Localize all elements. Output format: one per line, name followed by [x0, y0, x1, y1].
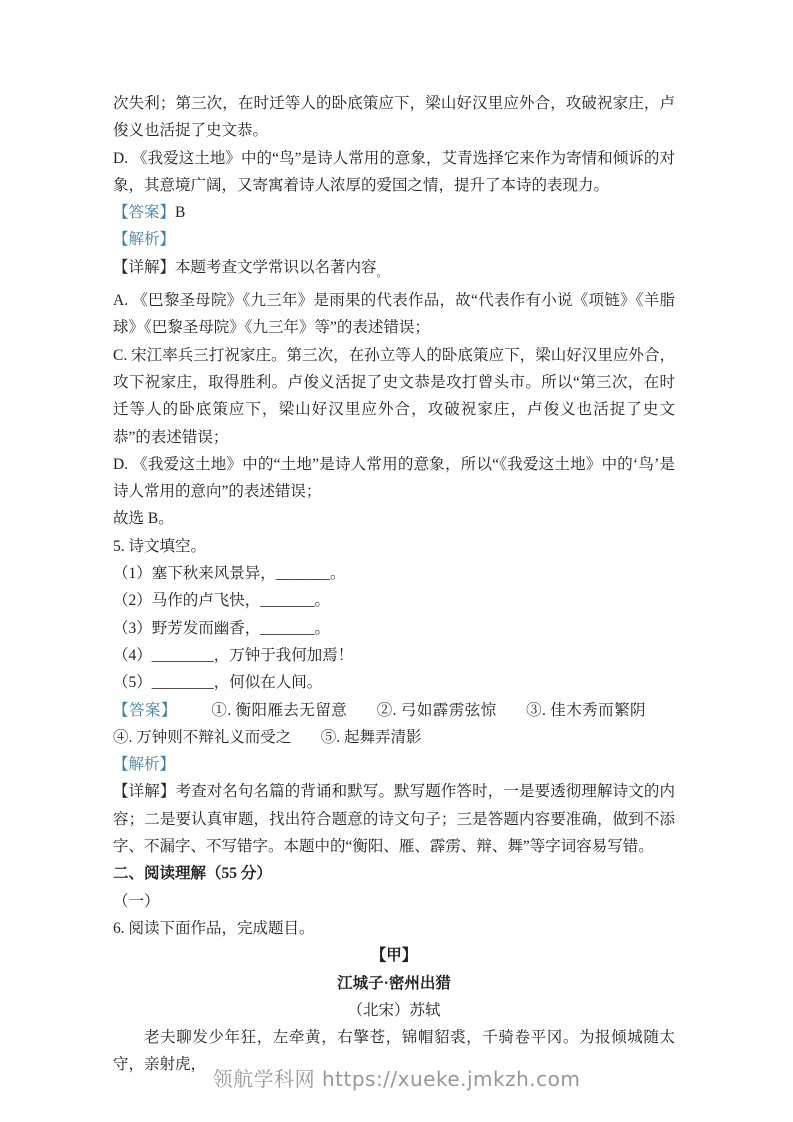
passage-jia-label: 【甲】 [370, 947, 418, 965]
detail-line-q4 [113, 254, 675, 287]
conclusion-q4: 故选 B。 [113, 510, 174, 528]
detail-marker: 【详解】 [113, 258, 176, 276]
analysis-marker: 【解析】 [113, 231, 176, 249]
answer-item-1: ①. 衡阳雁去无留意 [210, 701, 348, 719]
answer-item-3: ③. 佳木秀而繁阴 [526, 701, 646, 719]
answer-item-4: ④. 万钟则不辩礼义而受之 [113, 728, 292, 746]
answer-marker: 【答案】 [113, 701, 177, 719]
explanation-option-d: D. 《我爱这土地》中的“土地”是诗人常用的意象，所以“《我爱这土地》中的‘鸟’是诗人常用的意向”的表述错误； [113, 455, 675, 501]
analysis-marker-q5 [113, 751, 675, 778]
blank-line-1: （1）塞下秋来风景异，_______。 [113, 565, 346, 583]
answer-line-q4 [113, 199, 675, 226]
question-6-title: 6. 阅读下面作品，完成题目。 [113, 919, 315, 937]
blank-line-4: （4）________，万钟于我何加焉！ [113, 646, 354, 664]
explanation-option-c: C. 宋江率兵三打祝家庄。第三次，在孙立等人的卧底策应下，梁山好汉里应外合，攻下祝家庄，取得胜利。卢俊义活捉了史文恭是攻打曾头市。所以“第三次，在时迁等人的卧底策应下，梁山好汉里应外合，攻破祝家庄，卢俊义也活捉了史文恭”的表述错误； [113, 346, 675, 446]
blank-line-2: （2）马作的卢飞快，_______。 [113, 592, 331, 610]
part-1-label: （一） [113, 892, 160, 910]
section-2-heading: 二、阅读理解（55 分） [113, 865, 272, 883]
option-d-statement: D. 《我爱这土地》中的“鸟”是诗人常用的意象，艾青选择它来作为寄情和倾诉的对象，其意境广阔，又寄寓着诗人浓厚的爱国之情，提升了本诗的表现力。 [113, 149, 675, 194]
blank-line-3: （3）野芳发而幽香，_______。 [113, 619, 331, 637]
analysis-marker-q4 [113, 226, 675, 253]
explanation-option-a: A. 《巴黎圣母院》《九三年》是雨果的代表作品，故“代表作有小说《项链》《羊脂球》《巴黎圣母院》《九三年》等”的表述错误； [113, 292, 675, 337]
detail-line-q5 [113, 778, 675, 860]
continuation-paragraph: 次失利；第三次，在时迁等人的卧底策应下，梁山好汉里应外合，攻破祝家庄，卢俊义也活捉了史文恭。 [113, 95, 675, 140]
detail-text: 考查对名句名篇的背诵和默写。默写题作答时，一是要透彻理解诗文的内容；二是要认真审题，找出符合题意的诗文句子；三是答题内容要准确，做到不添字、不漏字、不写错字。本题中的“衡阳、雁、霹雳、辩、舞”等字词容易写错。 [113, 783, 675, 856]
site-watermark: 领航学科网 https://xueke.jmkzh.com [212, 1067, 581, 1091]
answer-marker: 【答案】 [113, 204, 176, 222]
detail-period: 。 [376, 266, 388, 279]
poem-author: （北宋）苏轼 [347, 1001, 441, 1019]
detail-marker: 【详解】 [113, 783, 176, 801]
exam-content-column [113, 90, 675, 1079]
answer-item-5: ⑤. 起舞弄清影 [320, 728, 422, 746]
poem-first-line: 老夫聊发少年狂，左牵黄，右擎苍，锦帽貂裘，千骑卷平冈。为报倾城随太守，亲射虎， [113, 1029, 675, 1074]
poem-title: 江城子·密州出猎 [337, 974, 451, 992]
question-5-title: 5. 诗文填空。 [113, 537, 207, 555]
analysis-marker: 【解析】 [113, 756, 176, 774]
answer-line-q5 [113, 697, 675, 752]
detail-text: 本题考查文学常识以名著内容 [175, 258, 377, 276]
blank-line-5: （5）________，何似在人间。 [113, 674, 323, 692]
answer-value: B [175, 204, 186, 222]
answer-item-2: ②. 弓如霹雳弦惊 [376, 701, 497, 719]
